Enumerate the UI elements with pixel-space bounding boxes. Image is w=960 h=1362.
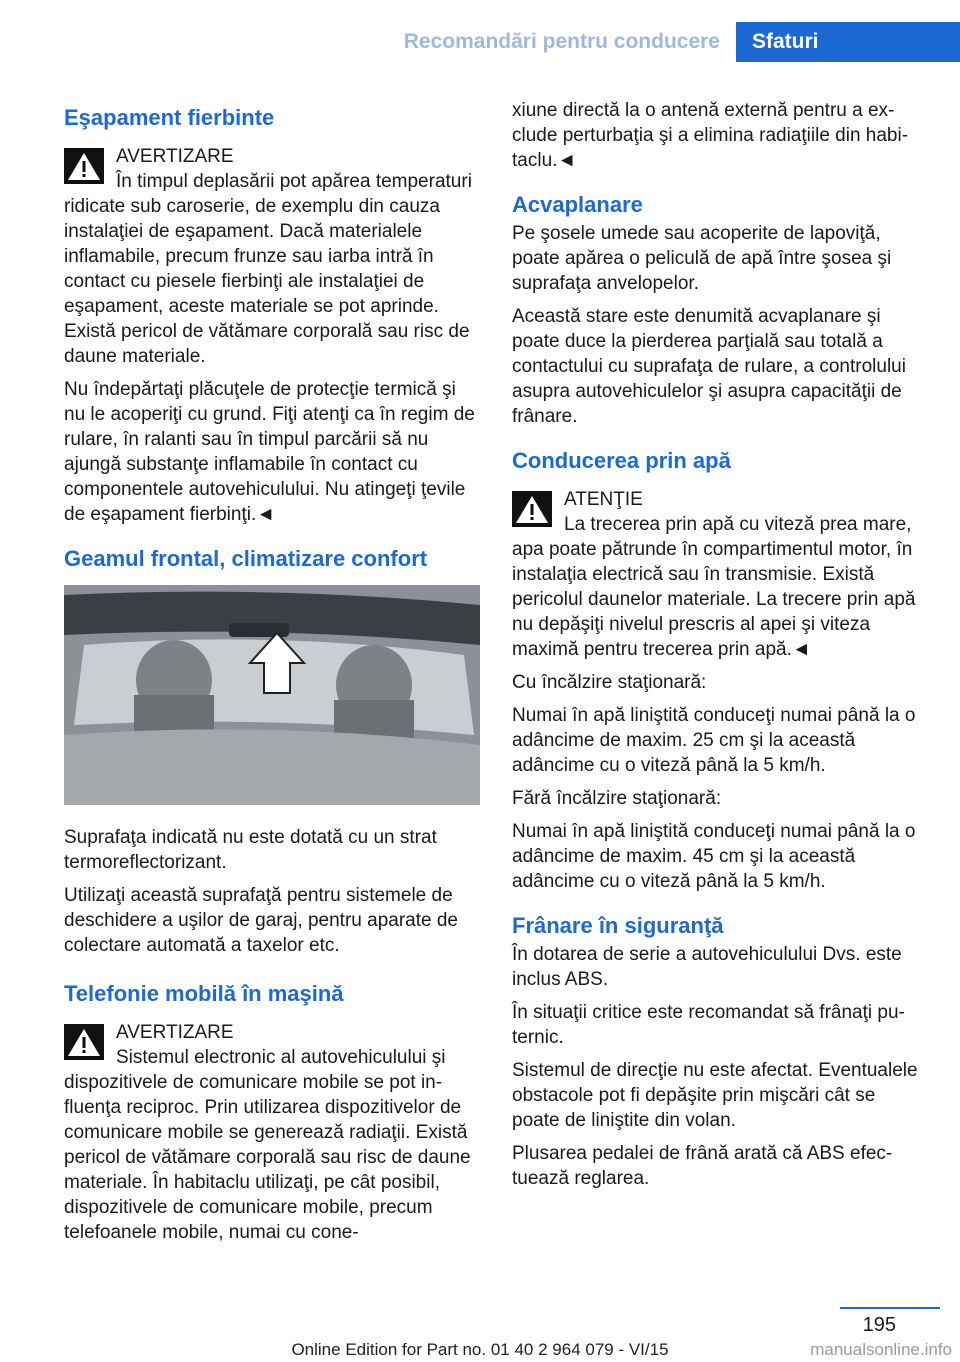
paragraph: Utilizaţi această suprafaţă pentru sistemele de deschidere a uşilor de garaj, pentru aparate de colectare automată a taxelor etc. xyxy=(64,885,458,956)
heading-mobile: Telefonie mobilă în maşină xyxy=(64,981,344,1006)
heading-exhaust: Eşapament fierbinte xyxy=(64,105,275,130)
paragraph: În dotarea de serie a autovehiculului Dvs. este inclus ABS. xyxy=(512,944,902,990)
paragraph: Suprafaţa indicată nu este dotată cu un strat termoreflectorizant. xyxy=(64,827,437,873)
footer-edition: Online Edition for Part no. 01 40 2 964 079 - VI/15 xyxy=(291,1340,669,1359)
heading-water-driving: Conducerea prin apă xyxy=(512,448,731,473)
left-column xyxy=(64,98,480,1253)
warning-title: ATENŢIE xyxy=(564,489,643,510)
footer-divider xyxy=(840,1307,940,1309)
paragraph: Numai în apă liniştită conduceţi numai până la o adâncime de maxim. 45 cm şi la această adâncime cu o viteză până la 5 km/h. xyxy=(512,821,916,892)
paragraph: Această stare este denumită acvaplanare şi poate duce la pierderea parţială sau totală a contactului cu suprafaţa de rulare, a controlului asupra autovehiculelor şi asupra capacităţii de frânare. xyxy=(512,306,906,427)
paragraph: Numai în apă liniştită conduceţi numai până la o adâncime de maxim. 25 cm şi la această adâncime cu o viteză până la 5 km/h. xyxy=(512,705,916,776)
header-tab-sfaturi: Sfaturi xyxy=(736,22,960,62)
paragraph: Pe şosele umede sau acoperite de lapoviţă, poate apărea o peliculă de apă între şosea şi suprafaţa anvelopelor. xyxy=(512,223,892,294)
paragraph: Plusarea pedalei de frână arată că ABS efectuează reglarea. xyxy=(512,1143,893,1189)
warning-title: AVERTIZARE xyxy=(116,1022,234,1043)
warning-triangle-icon xyxy=(512,491,552,527)
warning-exhaust xyxy=(64,144,480,369)
paragraph: Fără încălzire staţionară: xyxy=(512,788,722,809)
warning-text: În timpul deplasării pot apărea temperaturi ridicate sub caroserie, de exemplu din cauza instalaţiei de eşapament. Dacă materialele inflamabile, precum frunze sau iarba intră în contact cu piesele fierbinţi ale instalaţiei de eşapament, aceste materiale se pot aprinde. Există pericol de vătămare corporală sau risc de daune materiale. xyxy=(64,171,472,367)
paragraph: Cu încălzire staţionară: xyxy=(512,672,707,693)
paragraph: xiune directă la o antenă externă pentru a exclude perturbaţia şi a elimina radiaţiile din habitaclu.◄ xyxy=(512,100,909,171)
warning-triangle-icon xyxy=(64,1024,104,1060)
warning-title: AVERTIZARE xyxy=(116,146,234,167)
page-number: 195 xyxy=(862,1314,896,1336)
car-interior-illustration xyxy=(64,585,480,805)
paragraph: Sistemul de direcţie nu este afectat. Eventualele obstacole pot fi depăşite prin mişcări cât se poate de liniştite din volan. xyxy=(512,1060,918,1131)
paragraph: În situaţii critice este recomandat să frânaţi puternic. xyxy=(512,1002,905,1048)
warning-triangle-icon xyxy=(64,148,104,184)
header-section-title: Recomandări pentru conducere xyxy=(403,30,720,53)
warning-water xyxy=(512,487,928,662)
paragraph: Nu îndepărtaţi plăcuţele de protecţie termică şi nu le acoperiţi cu grund. Fiţi atenţi ca în regim de rulare, în ralanti sau în timpul parcării să nu ajungă substanţe inflamabile în contact cu componentele autovehiculului. Nu atingeţi ţevile de eşapament fierbinţi.◄ xyxy=(64,379,475,525)
heading-aquaplaning: Acvaplanare xyxy=(512,192,643,217)
watermark: manualsonline.info xyxy=(810,1340,952,1359)
right-column xyxy=(512,98,928,1199)
warning-mobile xyxy=(64,1020,480,1245)
warning-text: Sistemul electronic al autovehiculului şi dispozitivele de comunicare mobile se pot influenţa reciproc. Prin utilizarea dispozitivelor de comunicare mobile se generează radiaţii. Există pericol de vătămare corporală sau risc de daune materiale. În habitaclu utilizaţi, pe cât posibil, dispozitivele de comunicare mobile, precum telefoanele mobile, numai cu cone- xyxy=(64,1047,471,1243)
heading-windshield: Geamul frontal, climatizare confort xyxy=(64,546,428,571)
warning-text: La trecerea prin apă cu viteză prea mare, apa poate pătrunde în compartimentul motor, în instalaţia electrică sau în transmisie. Există pericolul daunelor materiale. La trecere prin apă nu depăşiţi nivelul prescris al apei şi viteza maximă pentru trecerea prin apă.◄ xyxy=(512,514,916,660)
heading-safe-braking: Frânare în siguranţă xyxy=(512,913,724,938)
windshield-photo xyxy=(64,585,480,805)
